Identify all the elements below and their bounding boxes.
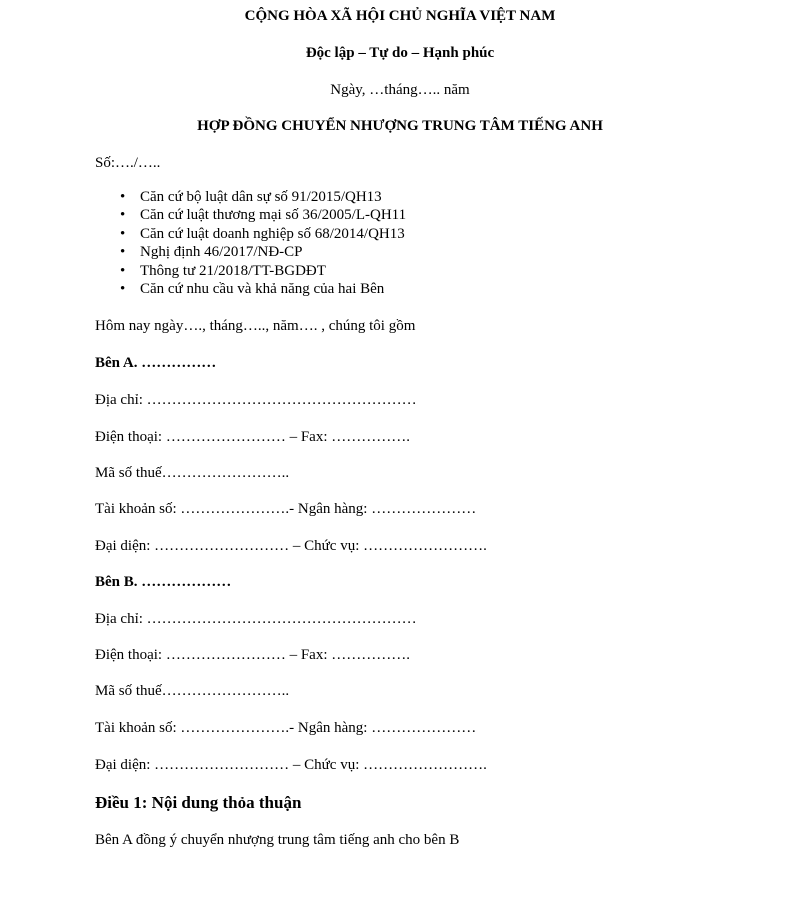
party-a-tax-code: Mã số thuế…………………….. [95, 465, 290, 481]
contract-title: HỢP ĐỒNG CHUYỂN NHƯỢNG TRUNG TÂM TIẾNG ANH [197, 118, 603, 134]
party-b-phone-fax: Điện thoại: …………………… – Fax: ……………. [95, 647, 410, 663]
legal-bases-list [120, 188, 406, 298]
article-1-heading: Điều 1: Nội dung thỏa thuận [95, 793, 302, 812]
party-b-account-bank: Tài khoản số: ………………….- Ngân hàng: ………………… [95, 720, 477, 736]
party-a-phone-fax: Điện thoại: …………………… – Fax: ……………. [95, 429, 410, 445]
intro-line: Hôm nay ngày…., tháng….., năm…. , chúng tôi gồm [95, 318, 416, 334]
list-item: • Căn cứ bộ luật dân sự số 91/2015/QH13 [120, 188, 406, 206]
list-item: • Căn cứ luật doanh nghiệp số 68/2014/QH13 [120, 225, 406, 243]
list-item: • Thông tư 21/2018/TT-BGDĐT [120, 262, 406, 280]
date-line: Ngày, …tháng….. năm [330, 82, 470, 98]
article-1-body: Bên A đồng ý chuyển nhượng trung tâm tiếng anh cho bên B [95, 832, 460, 848]
party-a-account-bank: Tài khoản số: ………………….- Ngân hàng: ………………… [95, 501, 477, 517]
nation-title: CỘNG HÒA XÃ HỘI CHỦ NGHĨA VIỆT NAM [244, 8, 556, 24]
party-a-title: Bên A. …………… [95, 355, 217, 371]
list-item: • Căn cứ nhu cầu và khả năng của hai Bên [120, 280, 406, 298]
party-b-tax-code: Mã số thuế…………………….. [95, 683, 290, 699]
party-a-address: Địa chỉ: ……………………………………………… [95, 392, 417, 408]
party-b-representative: Đại diện: ……………………… – Chức vụ: ……………………. [95, 757, 487, 773]
list-item: • Nghị định 46/2017/NĐ-CP [120, 243, 406, 261]
contract-number: Số:…./….. [95, 155, 161, 171]
list-item: • Căn cứ luật thương mại số 36/2005/L-QH11 [120, 206, 406, 224]
party-b-title: Bên B. ……………… [95, 574, 232, 590]
party-b-address: Địa chỉ: ……………………………………………… [95, 611, 417, 627]
motto: Độc lập – Tự do – Hạnh phúc [305, 45, 495, 61]
party-a-representative: Đại diện: ……………………… – Chức vụ: ……………………. [95, 538, 487, 554]
